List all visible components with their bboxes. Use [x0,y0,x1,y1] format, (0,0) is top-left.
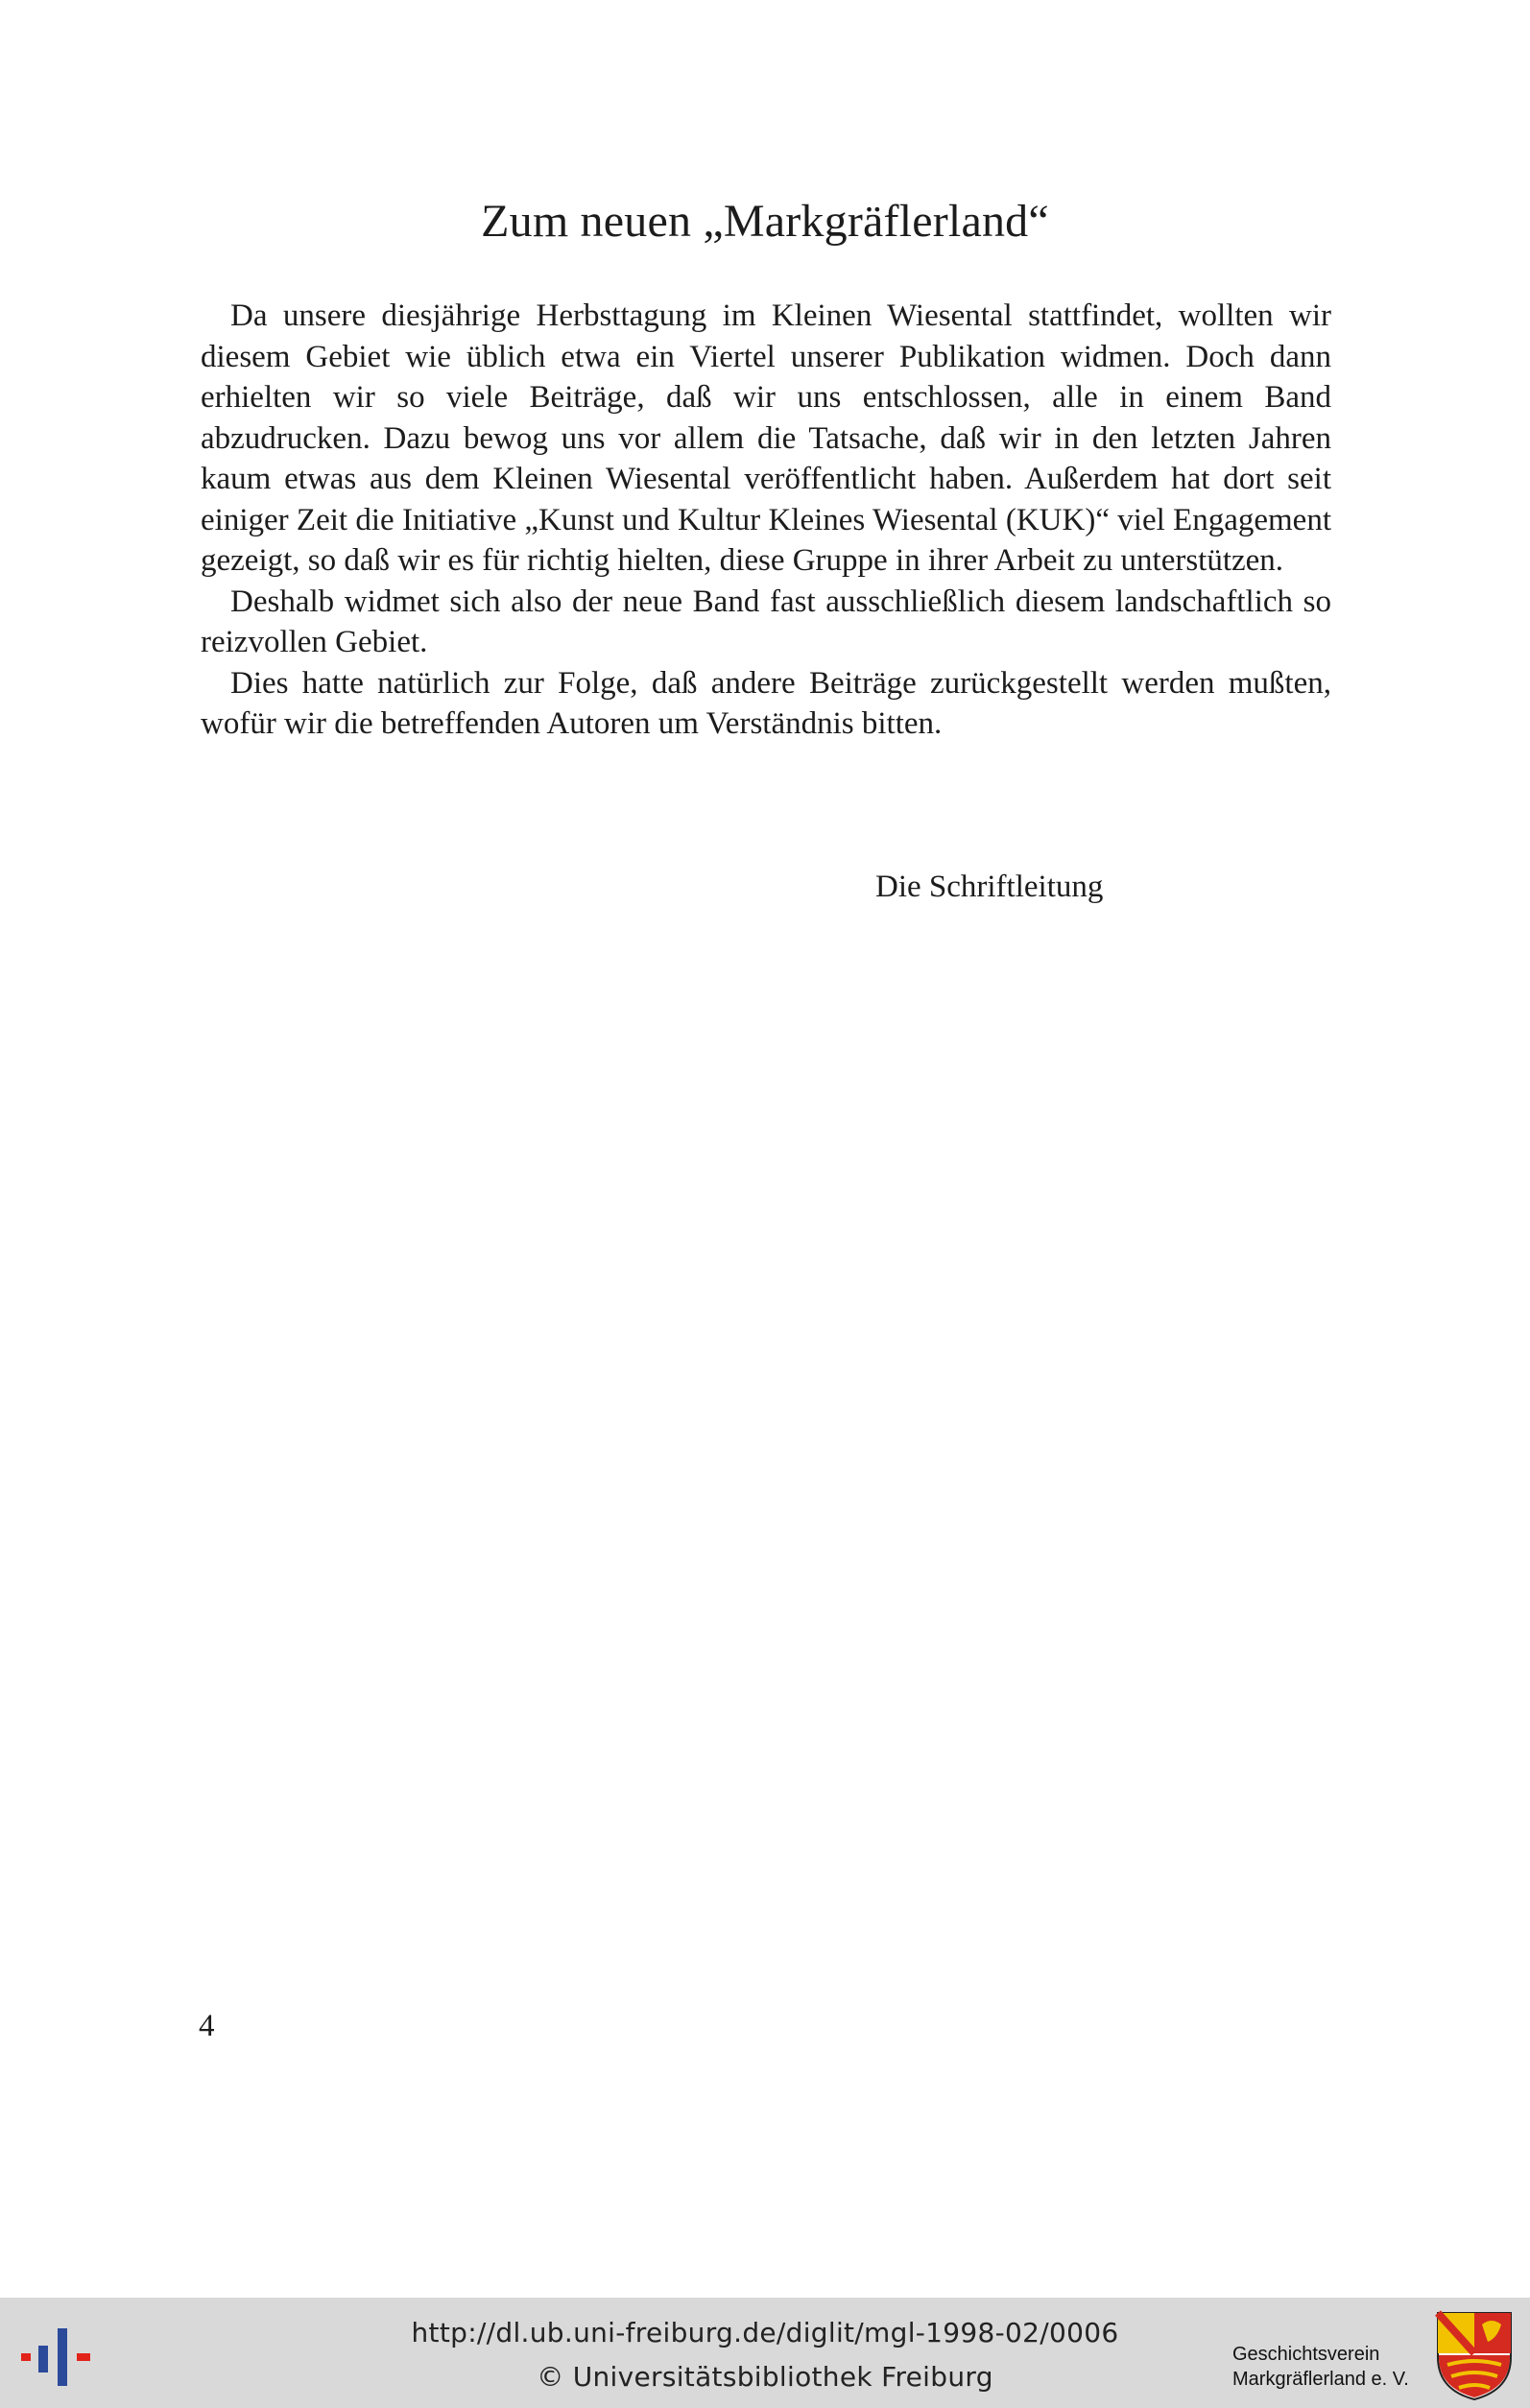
body-text [201,296,1331,745]
paragraph: Dies hatte natürlich zur Folge, daß andere Beiträge zurückgestellt werden mußten, wofür wir die betreffenden Autoren um Verständnis bitten. [201,665,1331,741]
signature: Die Schriftleitung [875,870,1104,904]
source-url-link[interactable]: http://dl.ub.uni-freiburg.de/diglit/mgl-1998-02/0006 [411,2317,1119,2348]
page-title: Zum neuen „Markgräflerland“ [481,196,1049,247]
paragraph: Da unsere diesjährige Herbsttagung im Kleinen Wiesental stattfindet, wollten wir diesem Gebiet wie üblich etwa ein Viertel unserer Publikation widmen. Doch dann erhielten wir so viele Beiträge, daß wir uns entschlossen, alle in einem Band abzudrucken. Dazu bewog uns vor allem die Tatsache, daß wir in den letzten Jahren kaum etwas aus dem Kleinen Wiesental veröffentlicht haben. Außerdem hat dort seit einiger Zeit die Initiative „Kunst und Kultur Kleines Wiesental (KUK)“ viel Engagement gezeigt, so daß wir es für richtig hielten, diese Gruppe in ihrer Arbeit zu unterstützen. [201,298,1331,578]
footer-bar [0,2298,1530,2408]
copyright-text: © Universitätsbibliothek Freiburg [537,2361,993,2393]
society-line-2: Markgräflerland e. V. [1232,2369,1409,2390]
paragraph: Deshalb widmet sich also der neue Band fast ausschließlich diesem landschaftlich so reizvollen Gebiet. [201,584,1331,659]
society-line-1: Geschichtsverein [1232,2344,1380,2365]
page-number: 4 [199,2009,215,2043]
coat-of-arms-icon[interactable] [1434,2309,1515,2401]
society-name [1232,2342,1409,2392]
